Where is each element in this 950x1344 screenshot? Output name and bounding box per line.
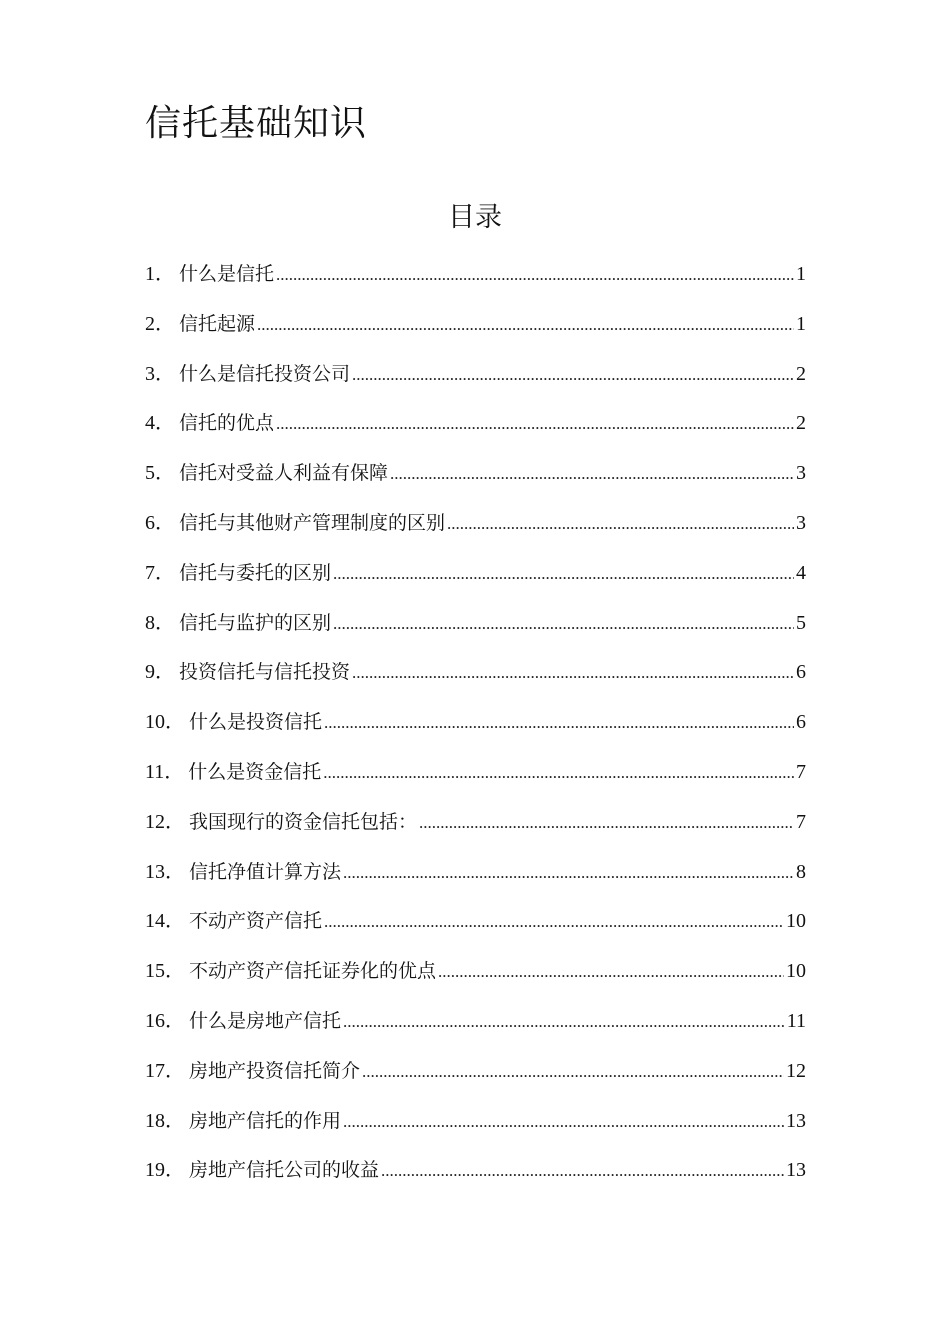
toc-entry-page: 3 xyxy=(796,462,806,485)
toc-leader-dots xyxy=(276,255,794,295)
toc-leader-dots xyxy=(381,1151,784,1191)
toc-entry[interactable] xyxy=(145,951,806,1001)
toc-entry-number: 5． xyxy=(145,462,175,485)
toc-entry-title: 什么是信托 xyxy=(179,263,275,285)
toc-entry-number: 17． xyxy=(145,1059,185,1082)
toc-entry[interactable] xyxy=(145,652,806,702)
toc-entry-title: 信托净值计算方法 xyxy=(189,860,342,883)
toc-entry-number: 19． xyxy=(145,1159,185,1182)
toc-entry[interactable] xyxy=(145,1101,806,1151)
toc-entry-number: 15． xyxy=(145,960,185,983)
toc-entry-page: 1 xyxy=(796,312,806,335)
toc-leader-dots xyxy=(352,653,794,693)
toc-entry-number: 6． xyxy=(145,511,175,534)
toc-leader-dots xyxy=(333,554,794,594)
toc-entry-number: 11． xyxy=(145,760,185,783)
toc-entry-page: 1 xyxy=(796,263,806,285)
toc-entry-page: 5 xyxy=(796,611,806,634)
toc-entry-number: 14． xyxy=(145,910,185,933)
toc-entry-title: 投资信托与信托投资 xyxy=(179,661,351,684)
toc-entry[interactable] xyxy=(145,304,806,354)
toc-leader-dots xyxy=(276,404,794,444)
toc-entry-title: 不动产资产信托证券化的优点 xyxy=(189,960,437,983)
toc-entry-number: 9． xyxy=(145,661,175,684)
toc-entry-page: 10 xyxy=(786,910,806,933)
toc-entry[interactable] xyxy=(145,901,806,951)
toc-entry-title: 什么是投资信托 xyxy=(189,711,323,734)
toc-entry-page: 7 xyxy=(796,760,806,783)
toc-entry[interactable] xyxy=(145,453,806,503)
toc-leader-dots xyxy=(352,355,794,395)
toc-entry[interactable] xyxy=(145,1051,806,1101)
toc-entry-title: 信托对受益人利益有保障 xyxy=(179,462,389,485)
toc-leader-dots xyxy=(447,504,794,544)
toc-heading: 目录 xyxy=(448,202,502,233)
toc-leader-dots xyxy=(323,753,794,793)
toc-entry-title: 房地产信托公司的收益 xyxy=(189,1159,380,1182)
toc-entry[interactable] xyxy=(145,802,806,852)
toc-entry-number: 7． xyxy=(145,561,175,584)
toc-leader-dots xyxy=(257,305,794,345)
toc-entry[interactable] xyxy=(145,553,806,603)
toc-leader-dots xyxy=(419,803,794,843)
toc-leader-dots xyxy=(438,952,784,992)
toc-entry-number: 12． xyxy=(145,810,185,833)
toc-entry[interactable] xyxy=(145,752,806,802)
toc-entry[interactable] xyxy=(145,403,806,453)
toc-entry-title: 房地产信托的作用 xyxy=(189,1109,342,1132)
toc-leader-dots xyxy=(343,1002,785,1042)
toc-entry-title: 信托的优点 xyxy=(179,412,275,435)
toc-entry-page: 2 xyxy=(796,412,806,435)
toc-leader-dots xyxy=(343,1102,784,1142)
toc-entry[interactable] xyxy=(145,1150,806,1200)
toc-entry-title: 房地产投资信托简介 xyxy=(189,1059,361,1082)
toc-entry-page: 13 xyxy=(786,1159,806,1182)
toc-entry-number: 2． xyxy=(145,312,175,335)
toc-entry-number: 4． xyxy=(145,412,175,435)
toc-entry[interactable] xyxy=(145,254,806,304)
toc-entry-title: 我国现行的资金信托包括： xyxy=(189,810,418,833)
toc-leader-dots xyxy=(333,604,794,644)
toc-entry-number: 18． xyxy=(145,1109,185,1132)
toc-entry-title: 信托起源 xyxy=(179,312,256,335)
toc-entry-number: 16． xyxy=(145,1009,185,1032)
toc-entry-title: 什么是房地产信托 xyxy=(189,1009,342,1032)
toc-entry-page: 13 xyxy=(786,1109,806,1132)
toc-entry-title: 什么是信托投资公司 xyxy=(179,362,351,385)
toc-leader-dots xyxy=(390,454,794,494)
toc-entry-page: 6 xyxy=(796,711,806,734)
toc-entry-page: 2 xyxy=(796,362,806,385)
toc-entry-page: 8 xyxy=(796,860,806,883)
document-title: 信托基础知识 xyxy=(145,103,368,144)
toc-entry[interactable] xyxy=(145,354,806,404)
toc-entry-page: 7 xyxy=(796,810,806,833)
table-of-contents xyxy=(145,254,806,1200)
toc-entry-number: 13． xyxy=(145,860,185,883)
toc-leader-dots xyxy=(324,703,794,743)
toc-entry-page: 10 xyxy=(786,960,806,983)
toc-entry[interactable] xyxy=(145,852,806,902)
toc-entry-number: 8． xyxy=(145,611,175,634)
toc-entry-title: 不动产资产信托 xyxy=(189,910,323,933)
toc-entry-title: 信托与监护的区别 xyxy=(179,611,332,634)
toc-leader-dots xyxy=(362,1052,784,1092)
toc-entry-title: 信托与委托的区别 xyxy=(179,561,332,584)
toc-entry-title: 什么是资金信托 xyxy=(188,760,322,783)
toc-entry[interactable] xyxy=(145,702,806,752)
toc-entry-page: 11 xyxy=(786,1009,806,1032)
toc-entry-page: 4 xyxy=(796,561,806,584)
toc-entry-number: 10． xyxy=(145,711,185,734)
toc-entry-number: 3． xyxy=(145,362,175,385)
toc-entry[interactable] xyxy=(145,1001,806,1051)
toc-entry-title: 信托与其他财产管理制度的区别 xyxy=(179,511,446,534)
toc-entry-page: 6 xyxy=(796,661,806,684)
toc-entry-number: 1． xyxy=(145,263,175,285)
toc-leader-dots xyxy=(324,902,784,942)
toc-entry-page: 3 xyxy=(796,511,806,534)
toc-leader-dots xyxy=(343,853,794,893)
toc-entry[interactable] xyxy=(145,603,806,653)
toc-entry-page: 12 xyxy=(786,1059,806,1082)
toc-entry[interactable] xyxy=(145,503,806,553)
